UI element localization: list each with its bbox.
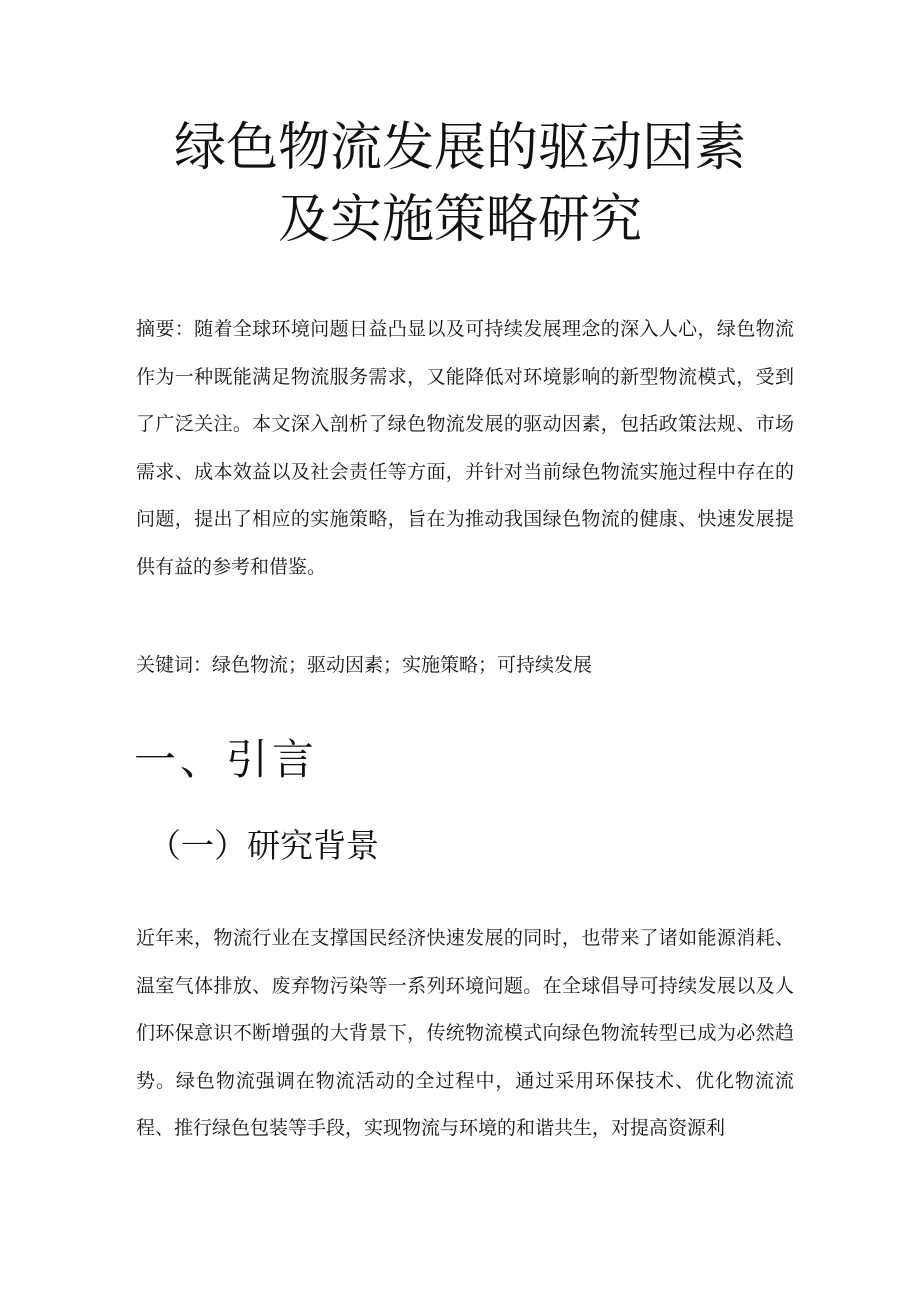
subsection-heading-research-background: （一）研究背景: [148, 826, 379, 865]
document-title-line-1: 绿色物流发展的驱动因素: [173, 118, 746, 178]
section-heading-introduction: 一、引言: [134, 735, 319, 784]
body-paragraph: 近年来，物流行业在支撑国民经济快速发展的同时，也带来了诸如能源消耗、温室气体排放、废弃物污染等一系列环境问题。在全球倡导可持续发展以及人们环保意识不断增强的大背景下，传统物流模式向绿色物流转型已成为必然趋势。绿色物流强调在物流活动的全过程中，通过采用环保技术、优化物流流程、推行绿色包装等手段，实现物流与环境的和谐共生，对提高资源利: [136, 927, 794, 1139]
keywords-line: 关键词：绿色物流；驱动因素；实施策略；可持续发展: [136, 654, 593, 676]
document-title-line-2: 及实施策略研究: [277, 190, 642, 250]
abstract-paragraph: 摘要：随着全球环境问题日益凸显以及可持续发展理念的深入人心，绿色物流作为一种既能满足物流服务需求，又能降低对环境影响的新型物流模式，受到了广泛关注。本文深入剖析了绿色物流发展的驱动因素，包括政策法规、市场需求、成本效益以及社会责任等方面，并针对当前绿色物流实施过程中存在的问题，提出了相应的实施策略，旨在为推动我国绿色物流的健康、快速发展提供有益的参考和借鉴。: [136, 318, 794, 578]
